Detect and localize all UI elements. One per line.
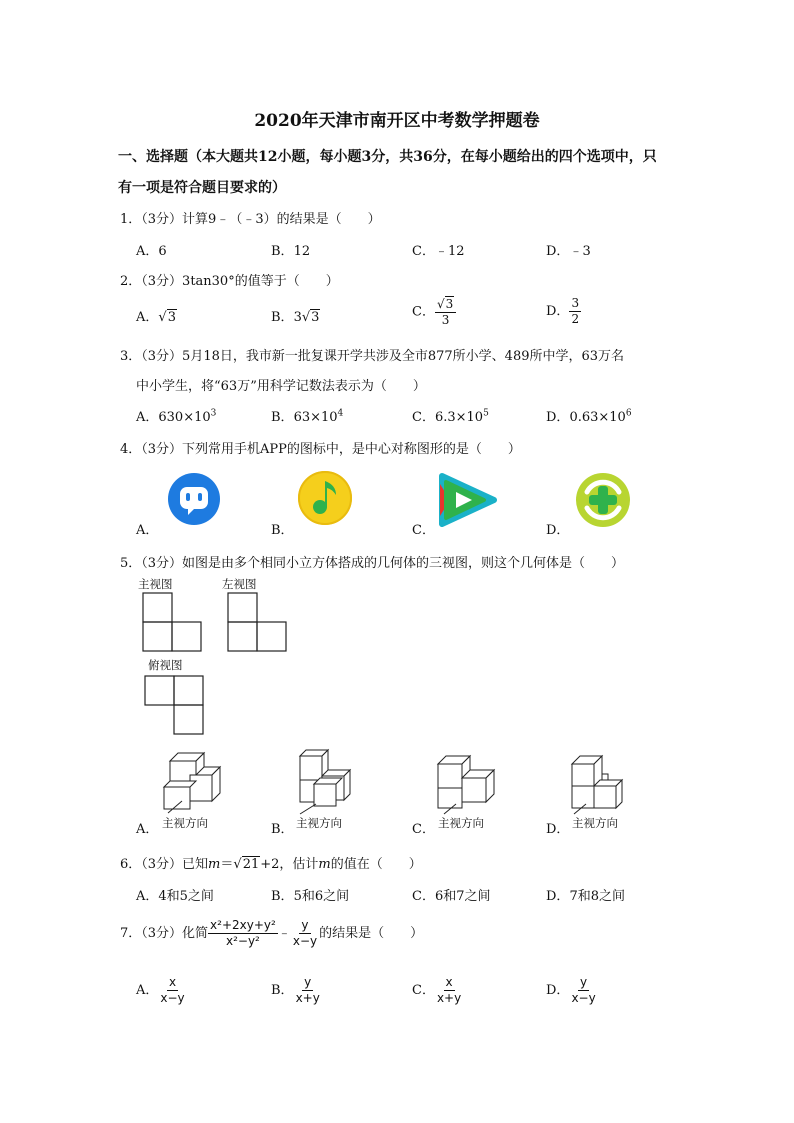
plus-app-icon (573, 470, 633, 530)
q5-option-b-solid (296, 748, 358, 814)
q3-option-a: A．$630\times 10^3$ (136, 408, 217, 425)
question-6-stem: 6．（3分）已知m＝√21+2，估计m的值在（ ） (120, 857, 422, 872)
q3-option-b: B．$63\times 10^4$ (271, 408, 344, 425)
question-3-stem: 3．（3分）5月18日，我市新一批复课开学共涉及全市877所小学、489所中学，63万名 (120, 349, 625, 364)
section-heading-cont: 有一项是符合题目要求的） (118, 180, 286, 196)
q5-option-d: D． (546, 822, 570, 837)
q5-option-a: A． (136, 822, 159, 837)
question-1-stem: 1．（3分）计算9﹣（﹣3）的结果是（ ） (120, 212, 381, 227)
question-3-stem-cont: 中小学生，将“63万”用科学记数法表示为（ ） (136, 379, 426, 394)
q1-option-c: C．﹣12 (412, 244, 465, 259)
music-app-icon (296, 469, 356, 529)
section-heading: 一、选择题（本大题共12小题，每小题3分，共36分，在每小题给出的四个选项中，只 (118, 149, 657, 165)
question-2-stem: 2．（3分）3tan30°的值等于（ ） (120, 274, 339, 289)
q6-option-a: A．4和5之间 (136, 889, 214, 904)
q3-option-c: C．$6.3\times 10^5$ (412, 408, 489, 425)
q5-d-direction: 主视方向 (572, 816, 618, 830)
left-view-label: 左视图 (222, 577, 257, 591)
top-view-label: 俯视图 (148, 658, 183, 672)
page-title: 2020年天津市南开区中考数学押题卷 (254, 111, 540, 131)
q5-c-direction: 主视方向 (438, 816, 484, 830)
front-view-label: 主视图 (138, 577, 173, 591)
q5-a-direction: 主视方向 (162, 816, 208, 830)
q7-option-d: D． $\frac{y}{x-y}$ (546, 975, 596, 1005)
q4-option-c: C． (412, 523, 435, 538)
left-view-diagram (227, 592, 289, 654)
q6-option-b: B．5和6之间 (271, 889, 350, 904)
question-7-stem: 7．（3分）化简 $\frac{\text{x²+2xy+y²}}{\text{x²−y²}}$ ﹣ $\frac{y}{x-y}$ 的结果是（ ） (120, 918, 424, 948)
q4-option-d: D． (546, 523, 570, 538)
q1-option-a: A．6 (136, 244, 167, 259)
q4-option-b: B． (271, 523, 294, 538)
q1-option-d: D．﹣3 (546, 244, 591, 259)
q7-option-a: A． $\frac{x}{x-y}$ (136, 975, 185, 1005)
q5-option-d-solid (570, 754, 632, 814)
question-4-stem: 4．（3分）下列常用手机APP的图标中，是中心对称图形的是（ ） (120, 442, 521, 457)
q7-option-c: C． $\frac{x}{x+y}$ (412, 975, 462, 1005)
q2-option-d: D． $\frac{3}{2}$ (546, 296, 580, 326)
q5-option-c: C． (412, 822, 435, 837)
q6-option-d: D．7和8之间 (546, 889, 625, 904)
front-view-diagram (142, 592, 204, 654)
q5-option-c-solid (436, 754, 498, 814)
q5-b-direction: 主视方向 (296, 816, 342, 830)
q3-option-d: D．$0.63\times 10^6$ (546, 408, 632, 425)
q6-option-c: C．6和7之间 (412, 889, 491, 904)
q2-option-b: B．3√3 (271, 310, 320, 325)
q1-option-b: B．12 (271, 244, 311, 259)
q2-option-c: C． $\frac{√3}{3}$ (412, 296, 456, 328)
q4-option-a: A． (136, 523, 159, 538)
video-app-icon (436, 470, 498, 530)
q5-option-a-solid (160, 749, 222, 815)
chat-app-icon (164, 471, 224, 531)
top-view-diagram (144, 675, 206, 737)
question-5-stem: 5．（3分）如图是由多个相同小立方体搭成的几何体的三视图，则这个几何体是（ ） (120, 556, 625, 571)
q2-option-a: A．√3 (136, 310, 176, 325)
q5-option-b: B． (271, 822, 294, 837)
q7-option-b: B． $\frac{y}{x+y}$ (271, 975, 320, 1005)
